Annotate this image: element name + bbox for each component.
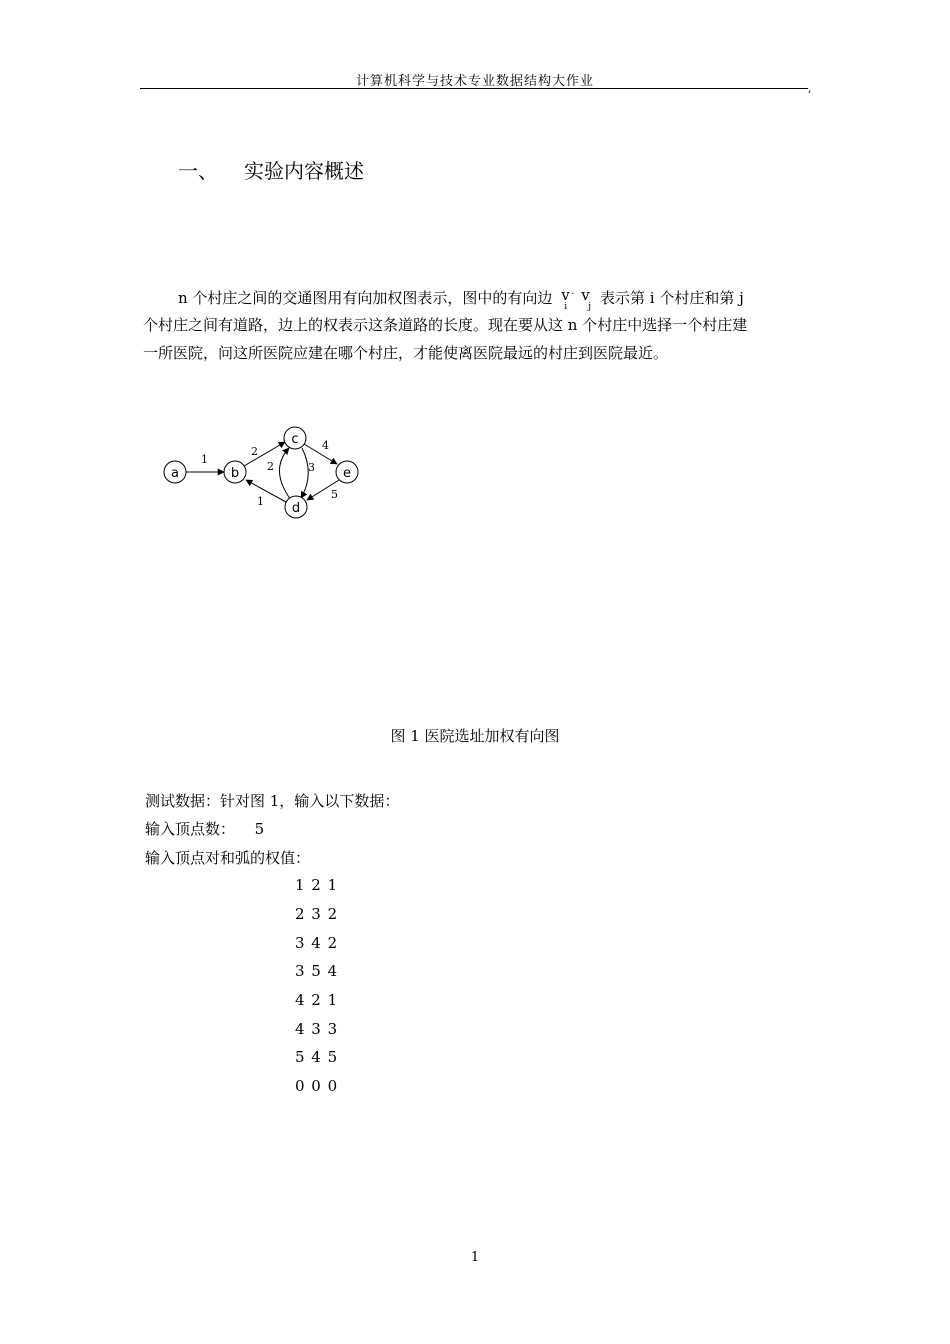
edge-v-j: v	[581, 286, 590, 304]
section-number: 一、	[178, 159, 218, 183]
edge-d-b	[246, 480, 286, 502]
svg-text:e: e	[343, 466, 351, 481]
arc-weights-label: 输入顶点对和弧的权值：	[145, 849, 311, 867]
edge-d-c	[279, 448, 291, 500]
weight-c-e: 4	[322, 439, 329, 452]
test-data-intro: 测试数据：针对图 1，输入以下数据：	[145, 792, 400, 810]
header-tick: ,	[808, 82, 812, 95]
data-row: 4 3 3	[295, 1020, 339, 1038]
svg-text:c: c	[291, 432, 299, 447]
section-heading	[178, 155, 364, 184]
edge-sub-j: j	[588, 302, 592, 312]
intro-line-1-a: n 个村庄之间的交通图用有向加权图表示，图中的有向边	[178, 289, 553, 307]
data-row: 3 4 2	[295, 934, 339, 952]
edge-v-i: v	[561, 286, 570, 304]
data-row: 2 3 2	[295, 905, 339, 923]
edge-notation	[557, 283, 595, 312]
svg-text:d: d	[291, 501, 301, 516]
edge-sub-i: i	[564, 302, 568, 312]
page-number: 1	[470, 1250, 480, 1265]
vertex-count-label: 输入顶点数：	[145, 820, 236, 838]
data-row: 0 0 0	[295, 1077, 339, 1095]
weight-e-d: 5	[331, 488, 338, 501]
header-rule	[140, 88, 808, 89]
weight-d-c: 2	[267, 460, 274, 473]
page-header-title: 计算机科学与技术专业数据结构大作业	[355, 74, 594, 89]
weight-d-b: 1	[257, 495, 264, 508]
data-row: 5 4 5	[295, 1048, 339, 1066]
node-b	[224, 461, 246, 483]
node-d	[285, 496, 307, 518]
village-graph-diagram	[155, 418, 375, 528]
intro-line-2: 个村庄之间有道路，边上的权表示这条道路的长度。现在要从这 n 个村庄中选择一个村庄建	[143, 316, 748, 334]
section-title: 实验内容概述	[244, 159, 364, 183]
weight-a-b: 1	[201, 453, 208, 466]
weight-b-c: 2	[251, 445, 258, 458]
figure-caption: 图 1 医院选址加权有向图	[390, 727, 560, 745]
data-row: 1 2 1	[295, 876, 339, 894]
data-row: 3 5 4	[295, 962, 339, 980]
intro-line-3: 一所医院，问这所医院应建在哪个村庄，才能使离医院最远的村庄到医院最近。	[143, 344, 669, 362]
weight-c-d: 3	[308, 461, 315, 474]
vertex-count-line	[145, 818, 264, 839]
intro-line-1	[178, 283, 744, 312]
node-c	[284, 427, 306, 449]
svg-text:b: b	[230, 466, 240, 481]
vertex-count-value: 5	[254, 820, 265, 838]
edge-dot: ·	[571, 289, 575, 300]
svg-text:a: a	[171, 466, 179, 481]
node-a	[164, 461, 186, 483]
intro-line-1-b: 表示第 i 个村庄和第 j	[600, 289, 744, 307]
data-row: 4 2 1	[295, 991, 339, 1009]
node-e	[336, 461, 358, 483]
